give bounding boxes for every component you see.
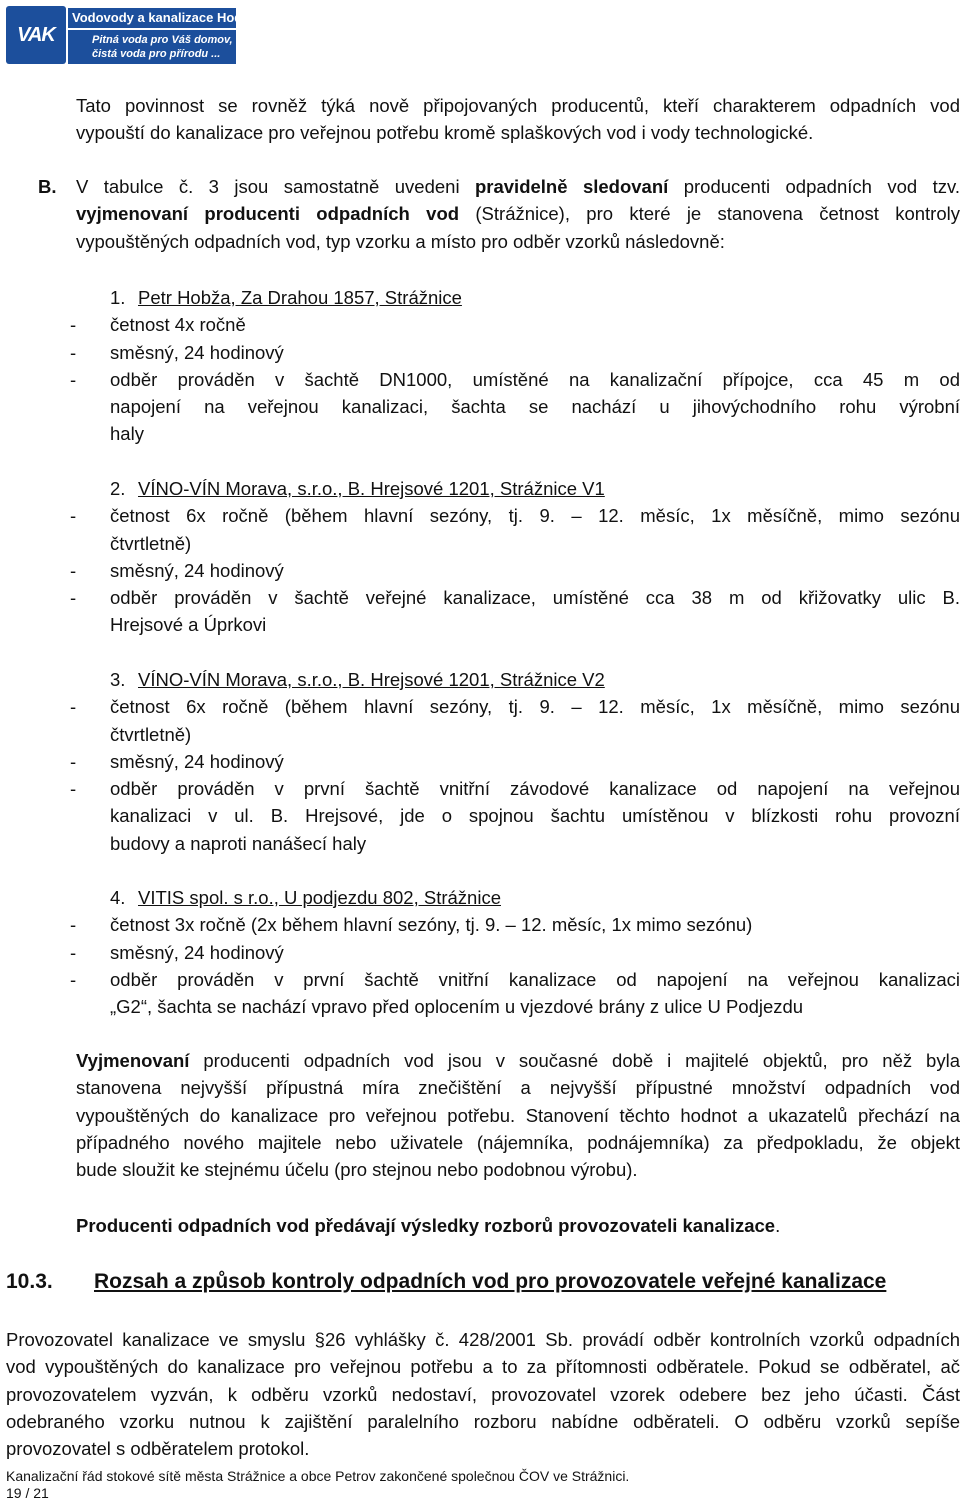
producer-item-detail bbox=[0, 939, 960, 966]
company-logo bbox=[6, 6, 299, 64]
vyjmenovani-line-5: bude sloužit ke stejnému účelu (pro stejnou nebo podobnou výrobu). bbox=[76, 1159, 638, 1181]
logo-slogan-line-2: čistá voda pro přírodu ... bbox=[92, 48, 221, 60]
producer-item-detail bbox=[0, 366, 960, 448]
producer-item-detail bbox=[0, 966, 960, 1021]
page-footer bbox=[6, 1468, 629, 1502]
section-b-line-2 bbox=[76, 200, 960, 227]
section-heading-number: 10.3. bbox=[6, 1270, 53, 1293]
dash-bullet: - bbox=[70, 587, 77, 609]
producer-item-detail bbox=[0, 775, 960, 857]
section-b-text-3: (Strážnice), pro které je stanovena četnost kontroly bbox=[459, 203, 960, 225]
producer-item-heading bbox=[110, 884, 960, 911]
dash-bullet: - bbox=[70, 696, 77, 718]
producer-item-2 bbox=[70, 475, 960, 639]
producer-item-heading bbox=[110, 284, 960, 311]
producer-item-detail-line: „G2“, šachta se nachází vpravo před oplocením u vjezdové brány z ulice U Podjezdu bbox=[110, 996, 804, 1018]
section-b-bold-2: vyjmenovaní producenti odpadních vod bbox=[76, 203, 460, 225]
producer-item-detail-line: odběr prováděn v šachtě veřejné kanalizace, umístěné cca 38 m od křižovatky ulic B. bbox=[110, 587, 960, 609]
producenti-bold: Producenti odpadních vod předávají výsledky rozborů provozovateli kanalizace bbox=[76, 1215, 776, 1236]
producer-item-detail-line: četnost 6x ročně (během hlavní sezóny, tj. 9. – 12. měsíc, 1x měsíčně, mimo sezónu bbox=[110, 696, 960, 718]
producer-item-detail-line: kanalizaci v ul. B. Hrejsové, jde o spojnou šachtu umístěnou v blízkosti rohu provozní bbox=[110, 805, 960, 827]
dash-bullet: - bbox=[70, 314, 77, 336]
dash-bullet: - bbox=[70, 968, 77, 990]
provozovatel-paragraph bbox=[6, 1326, 960, 1462]
producer-item-address: VÍNO-VÍN Morava, s.r.o., B. Hrejsové 1201, Strážnice V2 bbox=[138, 669, 605, 690]
vyjmenovani-line-4: případného nového majitele nebo uživatele (nájemníka, podnájemníka) za předpokladu, že objekt bbox=[76, 1131, 960, 1153]
producer-item-3 bbox=[70, 666, 960, 857]
producer-item-detail-line: napojení na veřejnou kanalizaci, šachta se nachází u jihovýchodního rohu výrobní bbox=[110, 396, 960, 418]
vyjmenovani-bold: Vyjmenovaní bbox=[76, 1050, 190, 1071]
producer-item-address: Petr Hobža, Za Drahou 1857, Strážnice bbox=[138, 287, 462, 308]
logo-slogan-line-1: Pitná voda pro Váš domov, bbox=[92, 34, 233, 46]
dash-bullet: - bbox=[70, 559, 77, 581]
logo-mark: VAK bbox=[17, 23, 55, 46]
provozovatel-line-1: Provozovatel kanalizace ve smyslu §26 vyhlášky č. 428/2001 Sb. provádí odběr kontrolních vzorků odpadních bbox=[6, 1329, 960, 1350]
producer-item-detail-line: haly bbox=[110, 423, 144, 445]
section-b-bold-1: pravidelně sledovaní bbox=[474, 176, 669, 197]
producer-item-detail bbox=[0, 311, 960, 338]
producer-item-4 bbox=[70, 884, 960, 1020]
vyjmenovani-line-3: vypouštěných do kanalizace pro veřejnou potřebu. Stanovení těchto hodnot a ukazatelů přechází na bbox=[76, 1104, 960, 1126]
producer-item-detail-line: čtvrtletně) bbox=[110, 723, 192, 745]
dash-bullet: - bbox=[70, 941, 77, 963]
dash-bullet: - bbox=[70, 750, 77, 772]
section-b-label: B. bbox=[38, 176, 57, 197]
section-b-line-1 bbox=[76, 173, 960, 200]
producer-item-number: 2. bbox=[110, 478, 126, 499]
producer-item-detail bbox=[0, 748, 960, 775]
producer-item-heading bbox=[110, 475, 960, 502]
producer-item-detail-line: směsný, 24 hodinový bbox=[110, 341, 284, 363]
vyjmenovani-text-1: producenti odpadních vod jsou v současné době i majitelé objektů, pro něž byla bbox=[189, 1050, 960, 1071]
producer-item-number: 1. bbox=[110, 287, 126, 308]
producer-item-detail bbox=[0, 584, 960, 639]
provozovatel-line-4: odebraného vzorku nutnou k zajištění paralelního rozboru nabídne odběrateli. O odběru vzorků sepíše bbox=[6, 1410, 960, 1432]
producer-item-heading bbox=[110, 666, 960, 693]
producer-item-number: 4. bbox=[110, 887, 126, 908]
logo-slogan bbox=[68, 30, 236, 64]
producer-item-detail-line: směsný, 24 hodinový bbox=[110, 559, 284, 581]
provozovatel-line-3: provozovatelem vyzván, k odběru vzorků nedostaví, provozovatel vzorek odebere bez jeho účasti. Část bbox=[6, 1383, 960, 1405]
section-b-text-1: V tabulce č. 3 jsou samostatně uvedeni bbox=[76, 176, 475, 197]
section-heading-title: Rozsah a způsob kontroly odpadních vod pro provozovatele veřejné kanalizace bbox=[94, 1270, 887, 1293]
producer-item-address: VÍNO-VÍN Morava, s.r.o., B. Hrejsové 1201, Strážnice V1 bbox=[138, 478, 605, 499]
footer-page-number: 19 / 21 bbox=[6, 1485, 49, 1501]
producer-item-detail-line: četnost 6x ročně (během hlavní sezóny, tj. 9. – 12. měsíc, 1x měsíčně, mimo sezónu bbox=[110, 505, 960, 527]
producer-item-detail-line: odběr prováděn v první šachtě vnitřní kanalizace od napojení na veřejnou kanalizaci bbox=[110, 968, 960, 990]
dash-bullet: - bbox=[70, 914, 77, 936]
producer-item-detail-line: budovy a naproti nanášecí haly bbox=[110, 832, 367, 854]
footer-document-title: Kanalizační řád stokové sítě města Strážnice a obce Petrov zakončené společnou ČOV ve Strážnici. bbox=[6, 1468, 630, 1484]
section-b-line-3: vypouštěných odpadních vod, typ vzorku a místo pro odběr vzorků následovně: bbox=[76, 230, 725, 252]
intro-line-1: Tato povinnost se rovněž týká nově připojovaných producentů, kteří charakterem odpadních vod bbox=[76, 95, 960, 116]
vyjmenovani-line-1 bbox=[76, 1047, 960, 1074]
producer-item-detail-line: směsný, 24 hodinový bbox=[110, 941, 284, 963]
producer-item-detail-line: četnost 4x ročně bbox=[110, 314, 246, 336]
producer-item-detail-line: čtvrtletně) bbox=[110, 532, 192, 554]
producer-item-detail bbox=[0, 502, 960, 557]
provozovatel-line-5: provozovatel s odběratelem protokol. bbox=[6, 1438, 310, 1460]
producer-item-detail bbox=[0, 339, 960, 366]
dash-bullet: - bbox=[70, 368, 77, 390]
producer-item-number: 3. bbox=[110, 669, 126, 690]
producer-item-detail-line: směsný, 24 hodinový bbox=[110, 750, 284, 772]
producer-item-detail bbox=[0, 557, 960, 584]
dash-bullet: - bbox=[70, 505, 77, 527]
vyjmenovani-paragraph bbox=[76, 1047, 960, 1183]
vyjmenovani-line-2: stanovena nejvyšší přípustná míra znečištění a nejvyšší přípustné množství odpadních vod bbox=[76, 1077, 960, 1099]
provozovatel-line-2: vod vypouštěných do kanalizace pro veřejnou potřebu a to za přítomnosti odběratele. Pokud se odběratel, ač bbox=[6, 1356, 960, 1378]
producer-item-detail bbox=[0, 911, 960, 938]
section-b-paragraph bbox=[38, 173, 960, 255]
producer-item-detail-line: odběr prováděn v šachtě DN1000, umístěné na kanalizační přípojce, cca 45 m od bbox=[110, 368, 960, 390]
producer-item-address: VITIS spol. s r.o., U podjezdu 802, Strážnice bbox=[138, 887, 501, 908]
producenti-period: . bbox=[775, 1215, 781, 1236]
dash-bullet: - bbox=[70, 341, 77, 363]
producenti-paragraph bbox=[76, 1212, 960, 1239]
producenti-line bbox=[76, 1212, 960, 1239]
producer-item-detail bbox=[0, 693, 960, 748]
logo-company-name: Vodovody a kanalizace Hodonín, a.s. bbox=[68, 8, 236, 28]
intro-paragraph bbox=[76, 92, 960, 147]
logo-mark-box bbox=[6, 6, 66, 64]
producer-item-detail-line: Hrejsové a Úprkovi bbox=[110, 614, 267, 636]
producer-item-detail-line: četnost 3x ročně (2x během hlavní sezóny, tj. 9. – 12. měsíc, 1x mimo sezónu) bbox=[110, 914, 753, 936]
section-heading bbox=[6, 1268, 960, 1296]
producer-item-detail-line: odběr prováděn v první šachtě vnitřní závodové kanalizace od napojení na veřejnou bbox=[110, 778, 960, 800]
dash-bullet: - bbox=[70, 778, 77, 800]
section-b-text-2: producenti odpadních vod tzv. bbox=[668, 176, 960, 197]
intro-line-2: vypouští do kanalizace pro veřejnou potřebu kromě splaškových vod i vody technologické. bbox=[76, 122, 814, 144]
producer-item-1 bbox=[70, 284, 960, 448]
